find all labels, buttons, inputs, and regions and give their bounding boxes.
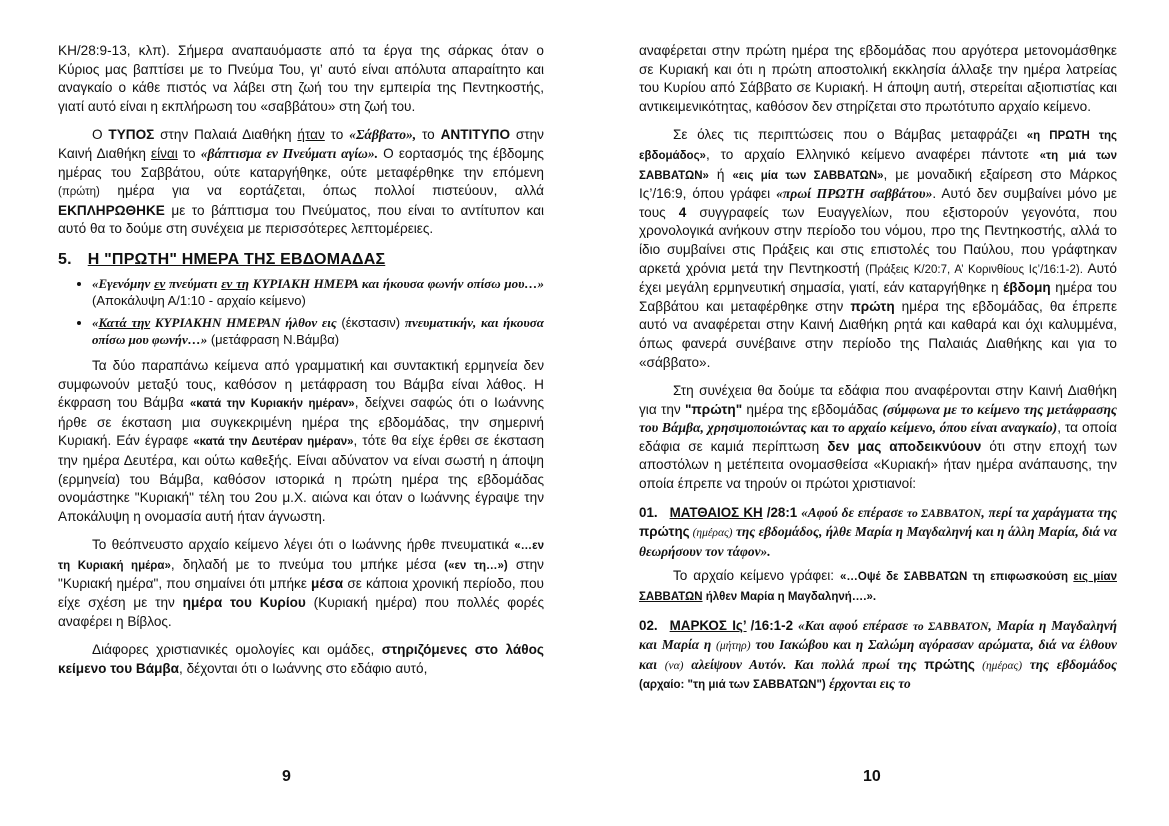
text-run: μέσα [311,576,344,592]
text-run: « [92,314,99,330]
paragraph [58,357,544,526]
paragraph [639,126,1117,372]
text-run: Διάφορες χριστιανικές ομολογίες και ομάδες, [92,642,382,658]
text-run: Το θεόπνευστο αρχαίο κείμενο λέγει ότι ο Ιωάννης ήρθε πνευματικά [92,537,515,553]
text-run: το ΣΑΒΒΑΤΟΝ [907,507,982,520]
text-run: Το αρχαίο κείμενο γράφει: [673,568,840,584]
quote-list [58,275,544,349]
text-run: της εβδομάδος, ήλθε Μαρία η Μαγδαληνή και η άλλη Μαρία, διά να θεωρήσουν τον τάφον». [639,524,1117,559]
text-run: πρώτη [850,298,895,314]
text-run: ΚΗ/28:9-13, κλπ). Σήμερα αναπαυόμαστε από τα έργα της σάρκας όταν ο Κύριος μας βαπτίσει με το Πνεύμα Του, γι’ αυτό είναι απόλυτα απαραίτητο και αναγκαίο ο κάθε πιστός να λάβει στη ζωή του την εμπειρία της Πεντηκοστής, γιατί αυτό είναι η εκπλήρωση του «σαββάτου» στη ζωή του. [58,43,544,114]
text-run: (σύμφωνα με το κείμενο της μετάφρασης του Βάμβα, χρησιμοποιώντας και το αρχαίο κείμενο, όπου είναι αναγκαίο) [639,401,1117,436]
text-run: «η ΠΡΩΤΗ της εβδομάδος» [639,130,1117,162]
text-run: το [177,145,201,161]
paragraph [58,42,544,116]
text-run: στην Παλαιά Διαθήκη [154,127,298,143]
text-run: («εν τη…») [444,559,508,572]
text-run: , δηλαδή με το πνεύμα του μπήκε μέσα [170,556,445,572]
text-run: ΕΚΠΛΗΡΩΘΗΚΕ [58,202,165,218]
text-run: «εις μία των ΣΑΒΒΑΤΩΝ» [732,169,884,182]
text-run: το [416,127,441,143]
text-run: «Εγενόμην [92,275,155,291]
right-page [584,0,1169,826]
text-run: 4 [678,204,687,220]
text-run: ήλθεν Μαρία η Μαγδαληνή….». [702,591,877,604]
text-run: αλείψουν Αυτόν. Και πολλά πρωί της [683,656,925,672]
text-run: έρχονται εις το [825,676,911,692]
text-run: πρώτης [924,656,975,672]
section-number: 5. [58,250,72,268]
text-run: «τη μιά των ΣΑΒΒΑΤΩΝ» [639,149,1117,182]
text-run: ημέρα του Κυρίου [182,595,306,611]
verse-entry [639,504,1117,562]
text-run: (έκστασιν) [341,314,401,330]
text-run: «Αφού δε επέρασε [797,504,907,520]
text-run: «κατά την Δευτέραν ημέραν» [193,436,354,449]
paragraph [58,126,544,239]
text-run: ΑΝΤΙΤΥΠΟ [440,127,511,143]
paragraph [639,382,1117,494]
text-run: «πρωί ΠΡΩΤΗ σαββάτου» [776,186,933,202]
text-run: «…Οψέ δε ΣΑΒΒΑΤΩΝ τη επιφωσκούση [840,571,1074,584]
text-run: της εβδομάδος [1022,656,1118,672]
text-run: (Πράξεις Κ/20:7, Α’ Κορινθίους Ις’/16:1-2). [865,263,1083,276]
section-heading [58,251,544,269]
text-run: Κατά την [98,314,151,330]
text-run: , τότε θα είχε έρθει σε έκσταση την ημέρα Δευτέρα, και ούτω καθεξής. Είναι αδύνατον να είναι σωστή η άποψη (ερμηνεία) του Βάμβα, καθόσον ιστορικά η πρώτη ημέρα της εβδομάδας ονομάστηκε "Κυριακή" τέλη του 2ου μ.Χ. αιώνα και όταν ο Ιωάννης έγραψε την Αποκάλυψη η ονομασία αυτή ήταν άγνωστη. [58,433,545,524]
text-run: , Μαρία η Μαγδαληνή και Μαρία η [639,617,1117,653]
text-run: σε κάποια χρονική περίοδο, που είχε σχέση με την [58,576,544,611]
text-run: , δέχονται ότι ο Ιωάννης στο εδάφιο αυτό, [179,660,428,676]
text-run: «Σάββατο», [349,127,417,143]
text-run: (Κυριακή ημέρα) που πολλές φορές αναφέρει η Βίβλος. [58,595,545,629]
verse-entry [639,617,1117,695]
text-run: , δείχνει σαφώς ότι ο Ιωάννης ήρθε σε έκσταση μια συγκεκριμένη ημέρα της εβδομάδας, την σημερινή Κυριακή. Εάν έγραφε [58,395,545,449]
text-run: (πρώτη) [58,186,100,199]
text-run: συγγραφείς των Ευαγγελίων, που εξιστορούν γεγονότα, που χρονολογικά ανήκουν στην περίοδο του νόμου, προ της Πεντηκοστής, αλλά το ίδιο συμβαίνει στις Πράξεις και στις επιστολές του Παύλου, που γράφτηκαν αρκετά χρόνια μετά την Πεντηκοστή [639,204,1118,276]
list-item [92,314,544,349]
text-run: ήταν [297,127,325,143]
left-page [0,0,584,826]
text-run: ή [708,166,733,182]
text-run: ημέρα του Σαββάτου και μεταφέρθηκε στην [639,280,1117,314]
paragraph [639,567,1117,606]
text-run: «Και αφού επέρασε [793,617,913,633]
text-run: /28:1 [766,504,798,520]
page-number: 9 [282,768,291,785]
text-run: , τα οποία εδάφια σε καμιά περίπτωση [639,420,1117,454]
text-run: ΚΥΡΙΑΚΗ ΗΜΕΡΑ και ήκουσα φωνήν οπίσω μου…» [249,275,544,291]
section-title: Η "ΠΡΩΤΗ" ΗΜΕΡΑ ΤΗΣ ΕΒΔΟΜΑΔΑΣ [87,250,386,268]
text-run: Σε όλες τις περιπτώσεις που ο Βάμβας μεταφράζει [673,127,1027,143]
text-run: ΚΥΡΙΑΚΗΝ ΗΜΕΡΑΝ ήλθον εις [150,314,342,330]
text-run: έβδομη [1003,280,1051,296]
text-run: /16:1-2 [750,617,794,633]
paragraph [58,536,544,631]
text-run: Τα δύο παραπάνω κείμενα από γραμματική και συντακτική ερμηνεία δεν συμφωνούν μεταξύ τους, καθόσον η μετάφραση του Βάμβα είναι λάθος. Η έκφραση του Βάμβα [58,357,544,411]
text-run: Ο εορτασμός της έβδομης ημέρας του Σαββάτου, ούτε καταργήθηκε, ούτε μεταφέρθηκε την επόμενη [58,145,544,180]
text-run: πνεύματι [165,275,222,291]
text-run: ημέρα για να εορτάζεται, όπως πολλοί πιστεύουν, αλλά [99,183,544,199]
text-run: «βάπτισμα εν Πνεύματι αγίω». [200,145,379,161]
text-run: δεν μας αποδεικνύουν [827,438,982,454]
text-run: είναι [151,145,178,161]
text-run: , το αρχαίο Ελληνικό κείμενο αναφέρει πάντοτε [705,146,1040,162]
page-number: 10 [863,768,881,785]
verse-number: 01. [639,504,658,520]
verse-reference: ΜΑΡΚΟΣ Ις’ [669,617,747,633]
text-run: , περί τα χαράγματα της [981,504,1117,520]
text-run: στην "Κυριακή ημέρα", που σημαίνει ότι μπήκε [58,556,544,592]
text-run: (Αποκάλυψη Α/1:10 - αρχαίο κείμενο) [92,293,306,309]
text-run: (αρχαίο: "τη μιά των ΣΑΒΒΑΤΩΝ") [639,679,826,692]
text-run: ημέρα της εβδομάδας [742,401,883,417]
text-run: πνευματικήν, και ήκουσα οπίσω μου φωνήν…» [92,314,545,348]
text-run: ότι στην εποχή των αποστόλων η μετέπειτα ονομασθείσα «Κυριακή» ήταν ημέρα ανάπαυσης, την οποία έπρεπε να τηρούν οι πρώτοι χριστιανοί: [639,438,1117,492]
text-run: (ημέρας) [689,527,733,540]
text-run: Αυτό έχει μεγάλη ερμηνευτική σημασία, γιατί, εάν καταργήθηκε η [639,260,1117,296]
text-run: το [324,127,350,143]
text-run: εν τη [221,275,250,291]
text-run: (ημέρας) [974,659,1023,672]
text-run: αναφέρεται στην πρώτη ημέρα της εβδομάδας που αργότερα μετονομάσθηκε σε Κυριακή και ότι η πρώτη αποστολική εκκλησία άλλαξε την ημέρα λατρείας του Κυρίου από Σάββατο σε Κυριακή. Η άποψη αυτή, στερείται αξιοπιστίας και αντικειμενικότητας, καθόσον δεν στηρίζεται στο πρωτότυπο αρχαίο κείμενο. [639,43,1117,114]
text-run: «…εν τη Κυριακή ημέρα» [58,540,544,572]
text-run: εις μίαν ΣΑΒΒΑΤΩΝ [639,571,1117,604]
text-run: (να) [664,659,684,672]
text-run: «κατά την Κυριακήν ημέραν» [189,398,355,411]
verse-reference: ΜΑΤΘΑΙΟΣ ΚΗ [669,504,763,520]
text-run: "πρώτη" [684,401,743,417]
text-run: στηριζόμενες στο λάθος κείμενο του Βάμβα [58,642,544,676]
text-run: εν [154,275,166,291]
text-run: (μετάφραση Ν.Βάμβα) [207,332,340,348]
text-run: στην Καινή Διαθήκη [58,127,544,161]
verse-number: 02. [639,617,658,633]
list-item [92,275,544,310]
text-run: με το βάπτισμα του Πνεύματος, που είναι το αντίτυπον και αυτό θα το δούμε στη συνέχεια με περισσότερες λεπτομέρειες. [58,202,544,237]
text-run: , με μοναδική εξαίρεση στο Μάρκος Ις’/16:9, όπου γράφει [639,166,1117,202]
text-run: ΤΥΠΟΣ [108,127,155,143]
paragraph [639,42,1117,116]
text-run: ημέρα της εβδομάδας, θα έπρεπε αυτό να αναφέρεται στην Καινή Διαθήκη ρητά και καθαρά και όχι καλυμμένα, όπως φανερά συνέβαινε στην περίοδο της Παλαιάς Διαθήκης και για το «σάββατο». [639,298,1117,370]
text-run: . Αυτό δεν συμβαίνει μόνο με τους [639,186,1117,220]
paragraph [58,641,544,678]
text-run: (μήτηρ) [716,640,751,653]
text-run: Ο [92,127,109,143]
text-run: του Ιακώβου και η Σαλώμη αγόρασαν αρώματα, διά να έλθουν και [639,637,1117,672]
text-run: το ΣΑΒΒΑΤΟΝ [912,620,989,633]
text-run: Στη συνέχεια θα δούμε τα εδάφια που αναφέρονται στην Καινή Διαθήκη για την [639,383,1117,417]
text-run: πρώτης [639,524,690,540]
